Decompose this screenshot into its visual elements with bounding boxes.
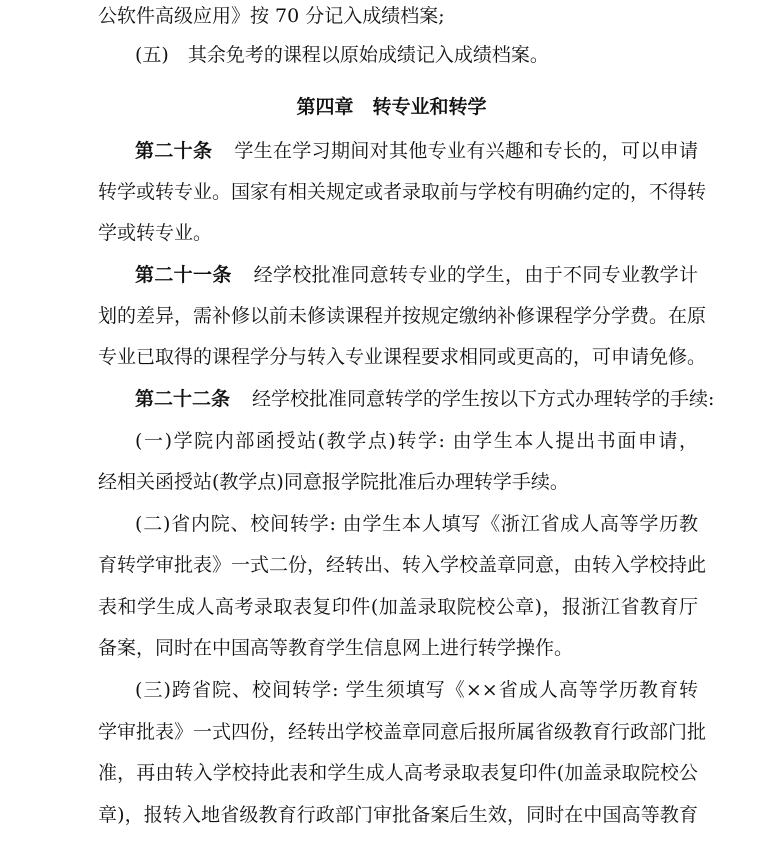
text-line: 公软件高级应用》按 70 分记入成绩档案;	[98, 5, 445, 27]
text-line: (三)跨省院、校间转学: 学生须填写《××省成人高等学历教育转	[135, 679, 698, 701]
text-line: 学审批表》一式四份，经转出学校盖章同意后报所属省级教育行政部门批	[98, 721, 707, 743]
article-22-line-1	[135, 384, 715, 414]
text-line: (五) 其余免考的课程以原始成绩记入成绩档案。	[135, 44, 549, 66]
article-22-heading: 第二十二条	[135, 388, 231, 410]
article-20-line-1	[135, 136, 698, 166]
article-21-line-1	[135, 260, 698, 290]
text-line: 学或转专业。	[98, 222, 213, 244]
text-line: 转学或转专业。国家有相关规定或者录取前与学校有明确约定的，不得转	[98, 181, 707, 203]
text-line: 经相关函授站(教学点)同意报学院批准后办理转学手续。	[98, 471, 569, 493]
text-line: (二)省内院、校间转学: 由学生本人填写《浙江省成人高等学历教	[135, 513, 698, 535]
article-22-text: 经学校批准同意转学的学生按以下方式办理转学的手续:	[252, 388, 715, 410]
text-line: 划的差异，需补修以前未修读课程并按规定缴纳补修课程学分学费。在原	[98, 305, 707, 327]
text-line: (一)学院内部函授站(教学点)转学: 由学生本人提出书面申请，	[135, 430, 698, 452]
text-line: 专业已取得的课程学分与转入专业课程要求相同或更高的，可申请免修。	[98, 346, 707, 368]
text-line: 章)，报转入地省级教育行政部门审批备案后生效，同时在中国高等教育	[98, 804, 698, 826]
article-20-text: 学生在学习期间对其他专业有兴趣和专长的，可以申请	[234, 140, 698, 162]
text-line: 备案，同时在中国高等教育学生信息网上进行转学操作。	[98, 637, 574, 659]
article-21-text: 经学校批准同意转专业的学生，由于不同专业教学计	[253, 264, 698, 286]
text-line: 准，再由转入学校持此表和学生成人高考录取表复印件(加盖录取院校公	[98, 762, 698, 784]
text-line: 育转学审批表》一式二份，经转出、转入学校盖章同意，由转入学校持此	[98, 554, 707, 576]
text-line: 表和学生成人高考录取表复印件(加盖录取院校公章)，报浙江省教育厅	[98, 596, 698, 618]
chapter-heading: 第四章 转专业和转学	[296, 96, 487, 118]
article-20-heading: 第二十条	[135, 140, 213, 162]
article-21-heading: 第二十一条	[135, 264, 232, 286]
